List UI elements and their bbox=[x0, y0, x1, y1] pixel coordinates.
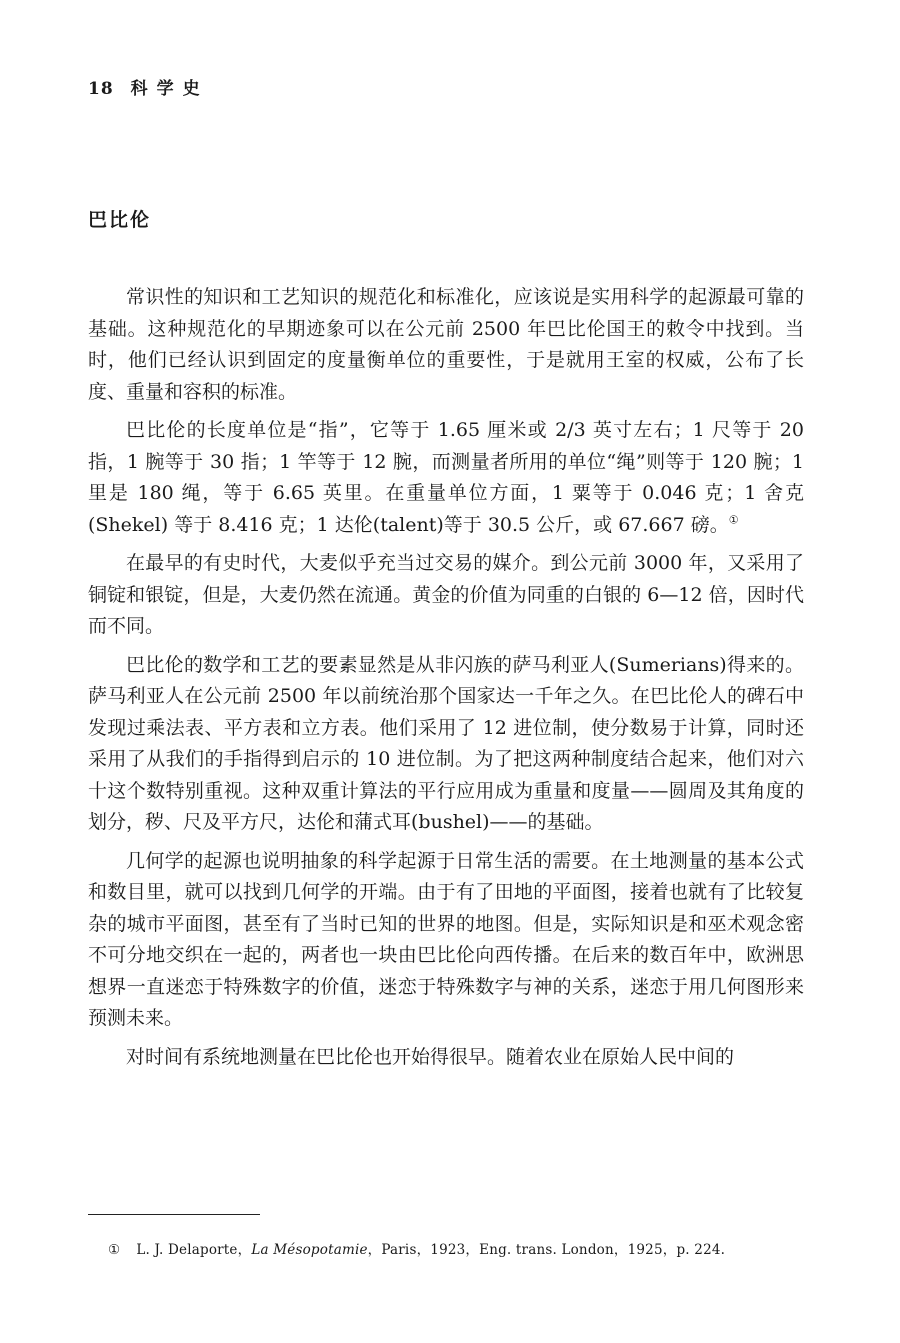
footnote-citation: ，Paris，1923，Eng. trans. London，1925，p. 224. bbox=[367, 1242, 726, 1258]
footnote-marker: ① bbox=[108, 1242, 121, 1258]
paragraph: 在最早的有史时代，大麦似乎充当过交易的媒介。到公元前 3000 年，又采用了铜锭和银锭，但是，大麦仍然在流通。黄金的价值为同重的白银的 6—12 倍，因时代而不同。 bbox=[88, 552, 804, 637]
footnote-title: La Mésopotamie bbox=[251, 1242, 368, 1258]
footnote-reference: ① bbox=[728, 513, 739, 527]
running-head bbox=[88, 74, 209, 99]
paragraph-text: 巴比伦的长度单位是“指”，它等于 1.65 厘米或 2/3 英寸左右；1 尺等于 20 指，1 腕等于 30 指；1 竿等于 12 腕，而测量者所用的单位“绳”则等于 120 腕；1 里是 180 绳，等于 6.65 英里。在重量单位方面，1 粟等于 0.046 克；1 舍克(Shekel) 等于 8.416 克；1 达伦(talent)等于 30.5 公斤，或 67.667 磅。 bbox=[88, 419, 804, 536]
paragraph bbox=[88, 415, 804, 541]
paragraph: 常识性的知识和工艺知识的规范化和标准化，应该说是实用科学的起源最可靠的基础。这种规范化的早期迹象可以在公元前 2500 年巴比伦国王的敕令中找到。当时，他们已经认识到固定的度量衡单位的重要性，于是就用王室的权威，公布了长度、重量和容积的标准。 bbox=[88, 286, 804, 403]
book-title: 科学史 bbox=[130, 79, 209, 99]
body-text bbox=[88, 282, 804, 1080]
paragraph: 对时间有系统地测量在巴比伦也开始得很早。随着农业在原始人民中间的 bbox=[126, 1045, 735, 1068]
paragraph: 巴比伦的数学和工艺的要素显然是从非闪族的萨马利亚人(Sumerians)得来的。萨马利亚人在公元前 2500 年以前统治那个国家达一千年之久。在巴比伦人的碑石中发现过乘法表、平方表和立方表。他们采用了 12 进位制，使分数易于计算，同时还采用了从我们的手指得到启示的 10 进位制。为了把这两种制度结合起来，他们对六十这个数特别重视。这种双重计算法的平行应用成为重量和度量——圆周及其角度的划分，秽、尺及平方尺，达伦和蒲式耳(bushel)——的基础。 bbox=[88, 653, 804, 833]
page-number: 18 bbox=[88, 79, 114, 99]
section-heading: 巴比伦 bbox=[88, 209, 152, 231]
footnote-divider bbox=[88, 1214, 260, 1215]
footnote bbox=[108, 1238, 725, 1258]
paragraph: 几何学的起源也说明抽象的科学起源于日常生活的需要。在土地测量的基本公式和数目里，就可以找到几何学的开端。由于有了田地的平面图，接着也就有了比较复杂的城市平面图，甚至有了当时已知的世界的地图。但是，实际知识是和巫术观念密不可分地交织在一起的，两者也一块由巴比伦向西传播。在后来的数百年中，欧洲思想界一直迷恋于特殊数字的价值，迷恋于特殊数字与神的关系，迷恋于用几何图形来预测未来。 bbox=[88, 849, 804, 1029]
footnote-author: L. J. Delaporte， bbox=[136, 1242, 252, 1258]
